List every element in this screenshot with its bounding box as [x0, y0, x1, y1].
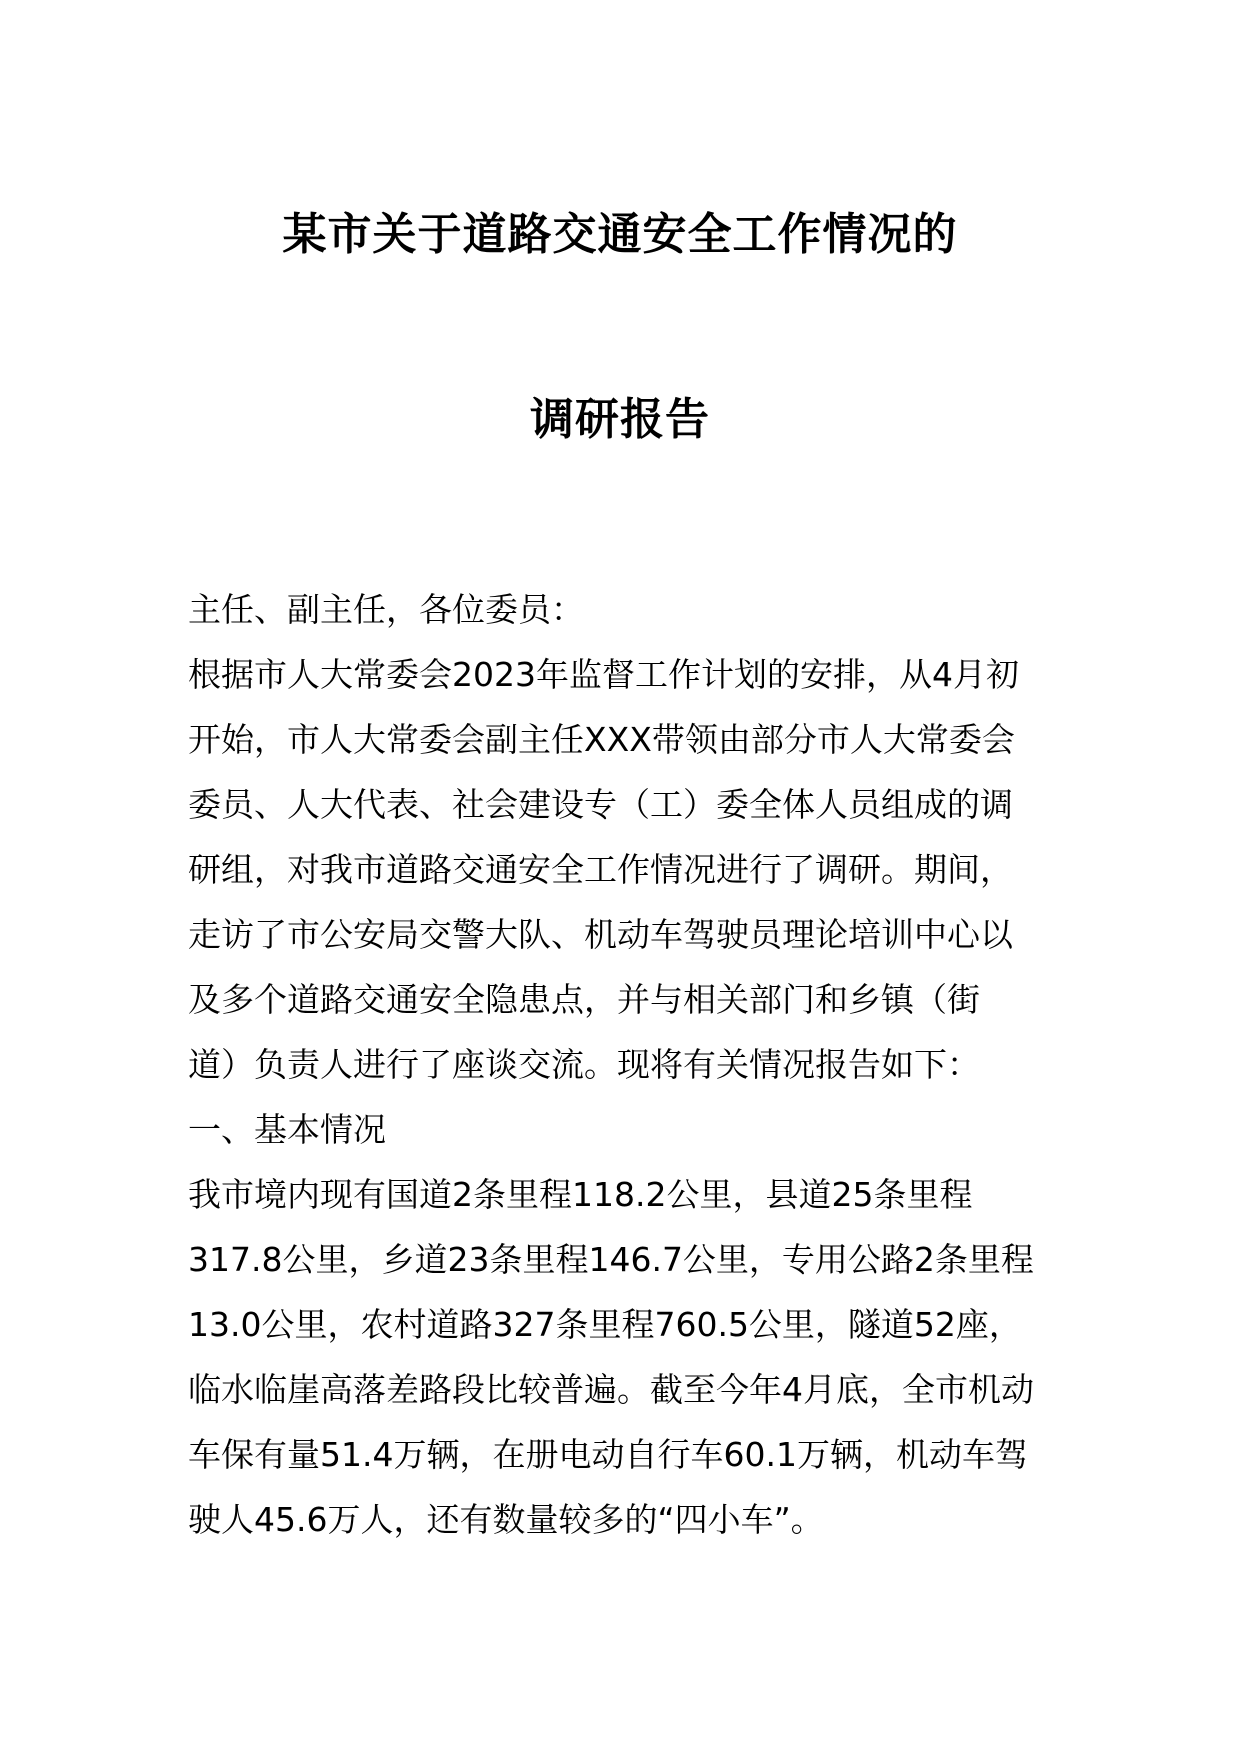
paragraph-2-line-text: 驶人45.6万人，还有数量较多的“四小车”。: [188, 1500, 824, 1539]
paragraph-1-line-text: 开始，市人大常委会副主任XXX带领由部分市人大常委会: [188, 720, 1015, 759]
document-body: [188, 577, 1058, 1552]
paragraph-2-line-text: 车保有量51.4万辆，在册电动自行车60.1万辆，机动车驾: [188, 1435, 1028, 1474]
paragraph-1-line: [188, 902, 1058, 967]
paragraph-1-line: [188, 837, 1058, 902]
paragraph-1-line: [188, 1032, 1058, 1097]
section-heading-basic-situation: [188, 1097, 1058, 1162]
paragraph-1-line: [188, 642, 1058, 707]
paragraph-1-line: [188, 707, 1058, 772]
paragraph-2-line-text: 我市境内现有国道2条里程118.2公里，县道25条里程: [188, 1175, 973, 1214]
document-title-line-1: 某市关于道路交通安全工作情况的: [282, 209, 958, 260]
paragraph-1-line-text: 委员、人大代表、社会建设专（工）委全体人员组成的调: [188, 785, 1013, 824]
paragraph-1-line-text: 研组，对我市道路交通安全工作情况进行了调研。期间，: [188, 850, 1013, 889]
paragraph-1-line-text: 道）负责人进行了座谈交流。现将有关情况报告如下：: [188, 1045, 980, 1084]
paragraph-1-line-text: 走访了市公安局交警大队、机动车驾驶员理论培训中心以: [188, 915, 1013, 954]
paragraph-2-line-text: 317.8公里，乡道23条里程146.7公里，专用公路2条里程: [188, 1240, 1034, 1279]
paragraph-1-line-text: 及多个道路交通安全隐患点，并与相关部门和乡镇（街: [188, 980, 980, 1019]
paragraph-1-line: [188, 772, 1058, 837]
paragraph-2-line: [188, 1357, 1058, 1422]
paragraph-1-line-text: 根据市人大常委会2023年监督工作计划的安排，从4月初: [188, 655, 1019, 694]
salutation: [188, 577, 1058, 642]
paragraph-2-line: [188, 1162, 1058, 1227]
document-title-line-2: 调研报告: [530, 394, 710, 445]
paragraph-2-line: [188, 1292, 1058, 1357]
section-heading-text: 一、基本情况: [188, 1110, 386, 1149]
paragraph-2-line: [188, 1422, 1058, 1487]
paragraph-1-line: [188, 967, 1058, 1032]
paragraph-2-line: [188, 1227, 1058, 1292]
paragraph-2-line-text: 13.0公里，农村道路327条里程760.5公里，隧道52座，: [188, 1305, 1022, 1344]
paragraph-2-line-text: 临水临崖高落差路段比较普遍。截至今年4月底，全市机动: [188, 1370, 1034, 1409]
paragraph-2-line: [188, 1487, 1058, 1552]
salutation-text: 主任、副主任，各位委员：: [188, 590, 584, 629]
